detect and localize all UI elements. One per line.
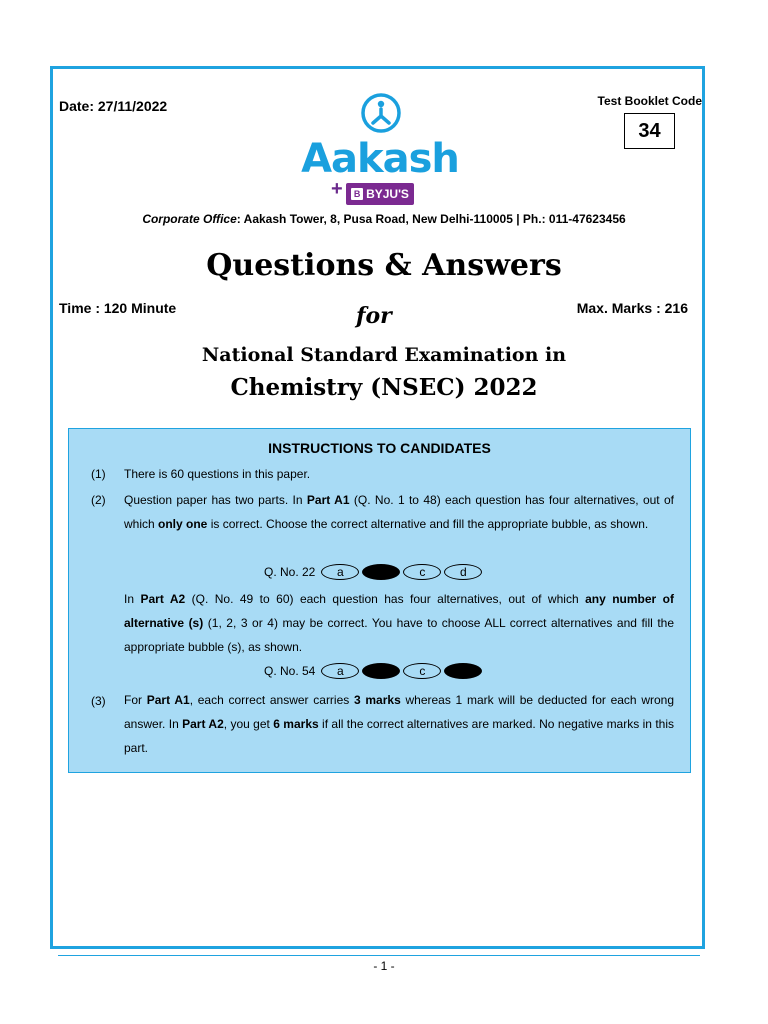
bubble-example-single	[264, 564, 485, 580]
byjus-mark-icon: B	[351, 188, 363, 200]
exam-name-line1: National Standard Examination in	[201, 344, 567, 366]
item-number: (1)	[91, 467, 106, 481]
bubble-c: c	[403, 564, 441, 580]
instruction-item-2b: In Part A2 (Q. No. 49 to 60) each question has four alternatives, out of which any number of alternative (s) (1, 2, 3 or 4) may be correct. You have to choose ALL correct alternatives and fill the appropriate bubble (s), as shown.	[124, 592, 674, 654]
exam-time: Time : 120 Minute	[59, 300, 177, 316]
example-label: Q. No. 22	[264, 565, 316, 579]
office-label: Corporate Office	[142, 212, 237, 226]
partner-name: BYJU'S	[366, 187, 409, 201]
bubble-a: a	[321, 564, 359, 580]
aakash-emblem-icon	[360, 92, 402, 134]
partner-badge	[346, 183, 414, 205]
instructions-title: INSTRUCTIONS TO CANDIDATES	[268, 440, 491, 456]
item-number: (2)	[91, 493, 106, 507]
exam-name-line2: Chemistry (NSEC) 2022	[230, 374, 538, 401]
bubble-a: a	[321, 663, 359, 679]
page-number: - 1 -	[373, 959, 395, 973]
bubble-b-filled	[362, 663, 400, 679]
instructions-box	[68, 428, 691, 773]
booklet-code-label: Test Booklet Code	[597, 94, 702, 108]
bubble-d-filled	[444, 663, 482, 679]
exam-date: Date: 27/11/2022	[59, 98, 168, 114]
plus-icon: +	[331, 178, 343, 200]
instruction-item-1: There is 60 questions in this paper.	[124, 467, 311, 481]
footer-divider	[58, 955, 700, 956]
bubble-b-filled	[362, 564, 400, 580]
booklet-code-box: 34	[624, 113, 675, 149]
instruction-item-3: For Part A1, each correct answer carries 3 marks whereas 1 mark will be deducted for each wrong answer. In Part A2, you get 6 marks if all the correct alternatives are marked. No negative marks in this part.	[124, 693, 675, 755]
max-marks: Max. Marks : 216	[576, 300, 688, 316]
brand-name: Aakash	[301, 136, 459, 182]
bubble-c: c	[403, 663, 441, 679]
office-address: : Aakash Tower, 8, Pusa Road, New Delhi-110005 | Ph.: 011-47623456	[236, 212, 626, 226]
item-number: (3)	[91, 694, 106, 708]
instruction-item-2: Question paper has two parts. In Part A1 (Q. No. 1 to 48) each question has four alternatives, out of which only one is correct. Choose the correct alternative and fill the appropriate bubble, as shown.	[124, 493, 675, 531]
bubble-d: d	[444, 564, 482, 580]
page-title: Questions & Answers	[206, 248, 562, 283]
corporate-office	[0, 212, 768, 226]
for-text: for	[356, 303, 392, 329]
bubble-example-multiple	[264, 663, 485, 679]
example-label: Q. No. 54	[264, 664, 316, 678]
